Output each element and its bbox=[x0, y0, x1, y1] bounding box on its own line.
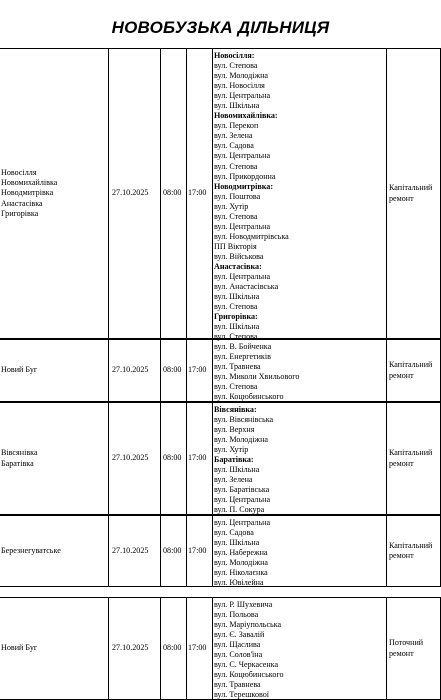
street-name: вул. Центральна bbox=[214, 91, 271, 101]
settlement-name: Новий Буг bbox=[1, 643, 38, 653]
table-row bbox=[0, 515, 441, 587]
work-type-text: Капітальний ремонт bbox=[389, 183, 433, 203]
time-from-cell bbox=[160, 49, 186, 338]
streets-cell bbox=[212, 403, 386, 514]
street-name: вул. Набережна bbox=[214, 548, 268, 558]
settlement-name: Анастасівка bbox=[1, 198, 43, 208]
street-name: вул. Перекоп bbox=[214, 121, 259, 131]
settlement-name: Баратівка bbox=[1, 458, 34, 468]
date-cell bbox=[108, 403, 160, 514]
street-name: вул. Анастасівська bbox=[214, 282, 279, 292]
settlement-name: Березнегуватське bbox=[1, 545, 61, 555]
time-to-text: 17:00 bbox=[188, 188, 207, 198]
work-type-cell bbox=[386, 403, 441, 514]
time-to-cell bbox=[186, 598, 212, 699]
street-name: вул. Степова bbox=[214, 332, 258, 342]
settlements-cell bbox=[0, 403, 108, 514]
page-title: НОВОБУЗЬКА ДІЛЬНИЦЯ bbox=[111, 18, 330, 37]
street-name: вул. Баратівська bbox=[214, 485, 270, 495]
village-heading: Новосілля: bbox=[214, 51, 255, 60]
street-name: вул. Коцюбинського bbox=[214, 392, 284, 402]
settlement-name: Григорівка bbox=[1, 208, 39, 218]
street-name: вул. Садова bbox=[214, 141, 254, 151]
street-name: вул. В. Бойченка bbox=[214, 342, 272, 351]
street-name: вул. Шкільна bbox=[214, 292, 260, 302]
table-row bbox=[0, 402, 441, 515]
time-from-text: 08:00 bbox=[163, 545, 182, 555]
streets-cell bbox=[212, 516, 386, 586]
street-name: вул. Травнева bbox=[214, 362, 261, 372]
time-from-cell bbox=[160, 598, 186, 699]
street-name: вул. Коцюбинського bbox=[214, 670, 284, 680]
settlement-name: Новомихайлівка bbox=[1, 178, 58, 188]
time-to-text: 17:00 bbox=[188, 365, 207, 375]
settlements-cell bbox=[0, 516, 108, 586]
street-name: вул. Зелена bbox=[214, 475, 253, 485]
settlement-name: Новодмитрівка bbox=[1, 188, 54, 198]
village-heading: Новомихайлівка: bbox=[214, 111, 278, 121]
street-name: вул. Шкільна bbox=[214, 538, 260, 548]
time-from-text: 08:00 bbox=[163, 365, 182, 375]
street-name: вул. Шкільна bbox=[214, 101, 260, 111]
street-name: вул. Військова bbox=[214, 251, 264, 261]
street-name: вул. Маріупольська bbox=[214, 620, 282, 630]
street-name: вул. Хутір bbox=[214, 201, 249, 211]
work-type-text: Капітальний ремонт bbox=[389, 360, 433, 380]
date-text: 27.10.2025 bbox=[112, 643, 149, 653]
time-from-cell bbox=[160, 403, 186, 514]
time-to-text: 17:00 bbox=[188, 453, 207, 463]
street-name: вул. Молодіжна bbox=[214, 71, 268, 81]
street-name: вул. Хутір bbox=[214, 445, 249, 455]
street-name: вул. С. Черкасенка bbox=[214, 660, 279, 670]
street-name: вул. Новосілля bbox=[214, 81, 265, 91]
time-to-text: 17:00 bbox=[188, 545, 207, 555]
street-name: вул. Степова bbox=[214, 382, 258, 392]
time-from-text: 08:00 bbox=[163, 453, 182, 463]
work-type-cell bbox=[386, 598, 441, 699]
street-name: вул. Зелена bbox=[214, 131, 253, 141]
work-type-cell bbox=[386, 49, 441, 338]
street-name: вул. Солов'їна bbox=[214, 650, 263, 660]
street-name: вул. Новодмитрівська bbox=[214, 231, 289, 241]
street-name: вул. Шкільна bbox=[214, 322, 260, 332]
street-name: вул. Шкільна bbox=[214, 465, 260, 475]
table-row bbox=[0, 339, 441, 402]
street-name: вул. Миколи Хвильового bbox=[214, 372, 300, 382]
streets-cell bbox=[212, 598, 386, 699]
village-heading: Григорівка: bbox=[214, 312, 258, 322]
work-type-text: Капітальний ремонт bbox=[389, 540, 433, 560]
streets-cell bbox=[212, 340, 386, 401]
street-name: вул. Є. Завалій bbox=[214, 630, 265, 640]
time-to-cell bbox=[186, 49, 212, 338]
time-from-cell bbox=[160, 340, 186, 401]
street-name: вул. Ніколаєнка bbox=[214, 568, 268, 578]
street-name: вул. Прикордонна bbox=[214, 171, 276, 181]
village-heading: Анастасівка: bbox=[214, 261, 262, 271]
street-name: вул. Центральна bbox=[214, 221, 271, 231]
street-name: вул. Р. Шухевича bbox=[214, 600, 273, 609]
street-name: вул. Центральна bbox=[214, 495, 271, 505]
date-text: 27.10.2025 bbox=[112, 188, 149, 198]
settlements-cell bbox=[0, 598, 108, 699]
street-name: вул. Польова bbox=[214, 610, 259, 620]
date-cell bbox=[108, 516, 160, 586]
street-name: вул. Травнева bbox=[214, 680, 261, 690]
settlement-name: Новий Буг bbox=[1, 365, 38, 375]
street-name: вул. Вівсянівська bbox=[214, 415, 274, 425]
settlement-name: Новосілля bbox=[1, 168, 37, 178]
village-heading: Вівсянівка: bbox=[214, 405, 257, 414]
work-type-text: Капітальний ремонт bbox=[389, 448, 433, 468]
time-to-cell bbox=[186, 516, 212, 586]
street-name: вул. Молодіжна bbox=[214, 435, 268, 445]
date-text: 27.10.2025 bbox=[112, 545, 149, 555]
street-name: вул. П. Сокура bbox=[214, 505, 265, 515]
street-name: вул. Молодіжна bbox=[214, 558, 268, 568]
date-text: 27.10.2025 bbox=[112, 365, 149, 375]
street-name: вул. Степова bbox=[214, 61, 258, 71]
village-heading: Новодмитрівка: bbox=[214, 181, 274, 191]
time-from-cell bbox=[160, 516, 186, 586]
street-name: вул. Степова bbox=[214, 161, 258, 171]
settlements-cell bbox=[0, 340, 108, 401]
village-heading: Баратівка: bbox=[214, 455, 254, 465]
work-type-cell bbox=[386, 516, 441, 586]
time-from-text: 08:00 bbox=[163, 188, 182, 198]
time-to-text: 17:00 bbox=[188, 643, 207, 653]
date-text: 27.10.2025 bbox=[112, 453, 149, 463]
street-name: вул. Ювілейна bbox=[214, 578, 264, 588]
work-type-cell bbox=[386, 340, 441, 401]
street-name: вул. Степова bbox=[214, 302, 258, 312]
street-name: вул. Садова bbox=[214, 528, 254, 538]
street-name: вул. Поштова bbox=[214, 191, 261, 201]
date-cell bbox=[108, 340, 160, 401]
street-name: вул. Енергетиків bbox=[214, 352, 271, 362]
table-row bbox=[0, 48, 441, 342]
street-name: ПП Вікторія bbox=[214, 241, 257, 251]
work-type-text: Поточний ремонт bbox=[389, 638, 424, 658]
street-name: вул. Верхня bbox=[214, 425, 255, 435]
street-name: вул. Степова bbox=[214, 211, 258, 221]
street-name: вул. Центральна bbox=[214, 272, 271, 282]
time-to-cell bbox=[186, 340, 212, 401]
date-cell bbox=[108, 49, 160, 338]
street-name: вул. Щаслива bbox=[214, 640, 261, 650]
time-to-cell bbox=[186, 403, 212, 514]
time-from-text: 08:00 bbox=[163, 643, 182, 653]
table-row bbox=[0, 597, 441, 700]
settlement-name: Вівсянівка bbox=[1, 448, 38, 458]
date-cell bbox=[108, 598, 160, 699]
streets-cell bbox=[212, 49, 386, 342]
street-name: вул. Терешкової bbox=[214, 690, 270, 700]
street-name: вул. Центральна bbox=[214, 518, 271, 527]
street-name: вул. Центральна bbox=[214, 151, 271, 161]
settlements-cell bbox=[0, 49, 108, 338]
